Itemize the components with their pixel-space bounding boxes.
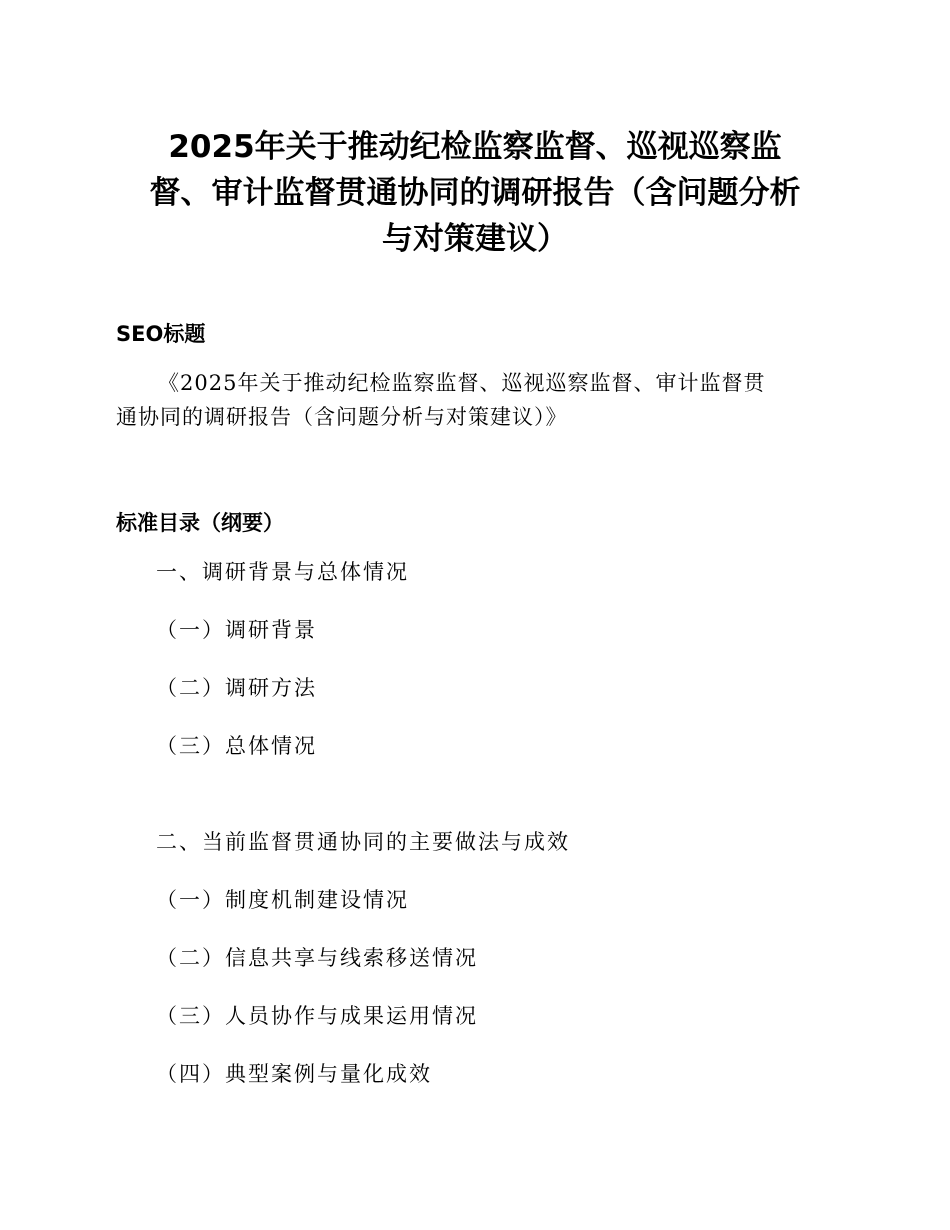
toc-item: （三）人员协作与成果运用情况 (156, 1004, 478, 1028)
toc-item: （二）信息共享与线索移送情况 (156, 946, 478, 970)
toc-section-1: 一、调研背景与总体情况 (156, 560, 409, 584)
document-title-line: 督、审计监督贯通协同的调研报告（含问题分析 (149, 175, 801, 211)
toc-heading: 标准目录（纲要） (116, 511, 284, 535)
toc-item: （一）调研背景 (156, 618, 317, 642)
seo-title-line: 通协同的调研报告（含问题分析与对策建议）》 (116, 405, 568, 429)
seo-title-line: 《2025年关于推动纪检监察监督、巡视巡察监督、审计监督贯 (158, 371, 766, 395)
toc-item: （一）制度机制建设情况 (156, 888, 409, 912)
toc-item: （三）总体情况 (156, 734, 317, 758)
toc-item: （四）典型案例与量化成效 (156, 1062, 432, 1086)
seo-title-text (116, 366, 836, 434)
document-title-line: 与对策建议） (382, 221, 568, 257)
toc-section-2: 二、当前监督贯通协同的主要做法与成效 (156, 830, 570, 854)
document-title (100, 124, 850, 262)
seo-heading: SEO标题 (116, 322, 206, 346)
toc-item: （二）调研方法 (156, 676, 317, 700)
document-title-line: 2025年关于推动纪检监察监督、巡视巡察监 (168, 129, 782, 165)
